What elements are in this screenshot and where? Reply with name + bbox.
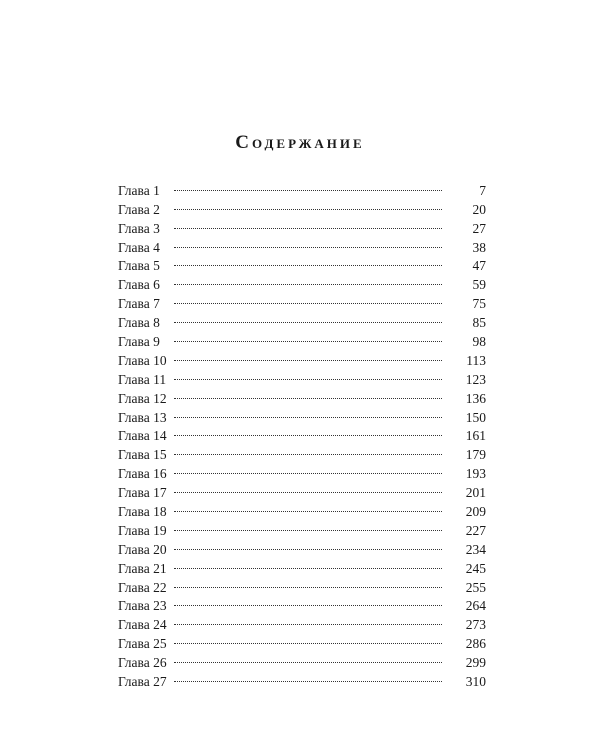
toc-entry	[118, 252, 486, 274]
toc-dot-leader	[174, 422, 442, 441]
toc-dot-leader	[174, 176, 442, 195]
toc-chapter-label: Глава 16	[118, 466, 167, 482]
toc-chapter-label: Глава 27	[118, 674, 167, 690]
toc-page-number: 299	[465, 655, 486, 671]
toc-page-number: 98	[472, 334, 486, 350]
toc-entry	[118, 648, 486, 671]
toc-entry	[118, 365, 486, 387]
toc-entry	[118, 667, 486, 690]
toc-entry	[118, 403, 486, 425]
toc-entry	[118, 440, 486, 463]
toc-dot-leader	[174, 327, 442, 346]
toc-entry	[118, 233, 486, 255]
toc-chapter-label: Глава 13	[118, 409, 167, 425]
toc-entry	[118, 459, 486, 482]
toc-dot-leader	[174, 308, 442, 327]
toc-page-number: 27	[472, 220, 486, 236]
toc-page-number: 245	[465, 560, 486, 576]
toc-page-number: 209	[465, 504, 486, 520]
toc-list	[118, 176, 486, 690]
toc-page-number: 179	[465, 447, 486, 463]
toc-page-number: 264	[465, 598, 486, 614]
toc-chapter-label: Глава 23	[118, 598, 167, 614]
toc-dot-leader	[174, 610, 442, 629]
toc-entry	[118, 176, 486, 198]
toc-page-number: 38	[472, 239, 486, 255]
toc-chapter-label: Глава 18	[118, 504, 167, 520]
toc-chapter-label: Глава 12	[118, 390, 167, 406]
toc-dot-leader	[174, 252, 442, 271]
toc-entry	[118, 384, 486, 406]
toc-page-number: 59	[472, 277, 486, 293]
toc-page-number: 310	[465, 674, 486, 690]
toc-entry	[118, 554, 486, 576]
toc-page-number: 85	[472, 315, 486, 331]
toc-entry	[118, 592, 486, 614]
toc-chapter-label: Глава 10	[118, 352, 167, 368]
toc-dot-leader	[174, 497, 442, 516]
toc-chapter-label: Глава 17	[118, 485, 167, 501]
toc-entry	[118, 629, 486, 652]
toc-entry	[118, 346, 486, 368]
toc-chapter-label: Глава 25	[118, 636, 167, 652]
toc-dot-leader	[174, 440, 442, 459]
toc-title: Содержание	[235, 132, 365, 153]
toc-dot-leader	[174, 478, 442, 497]
toc-dot-leader	[174, 214, 442, 233]
toc-page-number: 20	[472, 201, 486, 217]
toc-entry	[118, 308, 486, 331]
toc-dot-leader	[174, 592, 442, 611]
toc-page-number: 193	[465, 466, 486, 482]
toc-page-number: 136	[465, 390, 486, 406]
toc-entry	[118, 516, 486, 538]
toc-chapter-label: Глава 26	[118, 655, 167, 671]
toc-dot-leader	[174, 384, 442, 403]
toc-entry	[118, 327, 486, 350]
toc-page-number: 113	[466, 352, 486, 368]
toc-page-number: 123	[465, 371, 486, 387]
toc-chapter-label: Глава 14	[118, 428, 167, 444]
toc-dot-leader	[174, 629, 442, 648]
toc-page-number: 47	[472, 258, 486, 274]
toc-chapter-label: Глава 5	[118, 258, 160, 274]
toc-page-number: 255	[465, 579, 486, 595]
toc-chapter-label: Глава 7	[118, 296, 160, 312]
toc-chapter-label: Глава 22	[118, 579, 167, 595]
toc-dot-leader	[174, 648, 442, 667]
toc-entry	[118, 270, 486, 293]
toc-entry	[118, 195, 486, 217]
toc-page-number: 234	[465, 541, 486, 557]
toc-dot-leader	[174, 535, 442, 554]
toc-entry	[118, 497, 486, 520]
toc-entry	[118, 422, 486, 444]
toc-dot-leader	[174, 270, 442, 289]
toc-entry	[118, 289, 486, 312]
toc-chapter-label: Глава 21	[118, 560, 167, 576]
toc-dot-leader	[174, 195, 442, 214]
toc-chapter-label: Глава 4	[118, 239, 160, 255]
toc-chapter-label: Глава 20	[118, 541, 167, 557]
toc-entry	[118, 535, 486, 557]
toc-dot-leader	[174, 516, 442, 535]
toc-dot-leader	[174, 346, 442, 365]
toc-dot-leader	[174, 365, 442, 384]
toc-entry	[118, 478, 486, 501]
toc-entry	[118, 214, 486, 236]
toc-chapter-label: Глава 8	[118, 315, 160, 331]
toc-chapter-label: Глава 24	[118, 617, 167, 633]
toc-dot-leader	[174, 289, 442, 308]
toc-dot-leader	[174, 667, 442, 686]
toc-chapter-label: Глава 11	[118, 371, 167, 387]
toc-entry	[118, 610, 486, 633]
toc-page-number: 7	[479, 182, 486, 198]
toc-page-number: 227	[465, 522, 486, 538]
toc-chapter-label: Глава 15	[118, 447, 167, 463]
toc-dot-leader	[174, 573, 442, 592]
toc-dot-leader	[174, 403, 442, 422]
toc-page-number: 75	[472, 296, 486, 312]
toc-page-number: 286	[465, 636, 486, 652]
toc-entry	[118, 573, 486, 595]
toc-dot-leader	[174, 459, 442, 478]
toc-dot-leader	[174, 554, 442, 573]
toc-chapter-label: Глава 1	[118, 182, 160, 198]
toc-page-number: 201	[465, 485, 486, 501]
toc-dot-leader	[174, 233, 442, 252]
toc-chapter-label: Глава 3	[118, 220, 160, 236]
toc-page-number: 161	[465, 428, 486, 444]
toc-chapter-label: Глава 6	[118, 277, 160, 293]
toc-chapter-label: Глава 19	[118, 522, 167, 538]
toc-chapter-label: Глава 9	[118, 334, 160, 350]
toc-page-number: 273	[465, 617, 486, 633]
toc-page-number: 150	[465, 409, 486, 425]
toc-chapter-label: Глава 2	[118, 201, 160, 217]
